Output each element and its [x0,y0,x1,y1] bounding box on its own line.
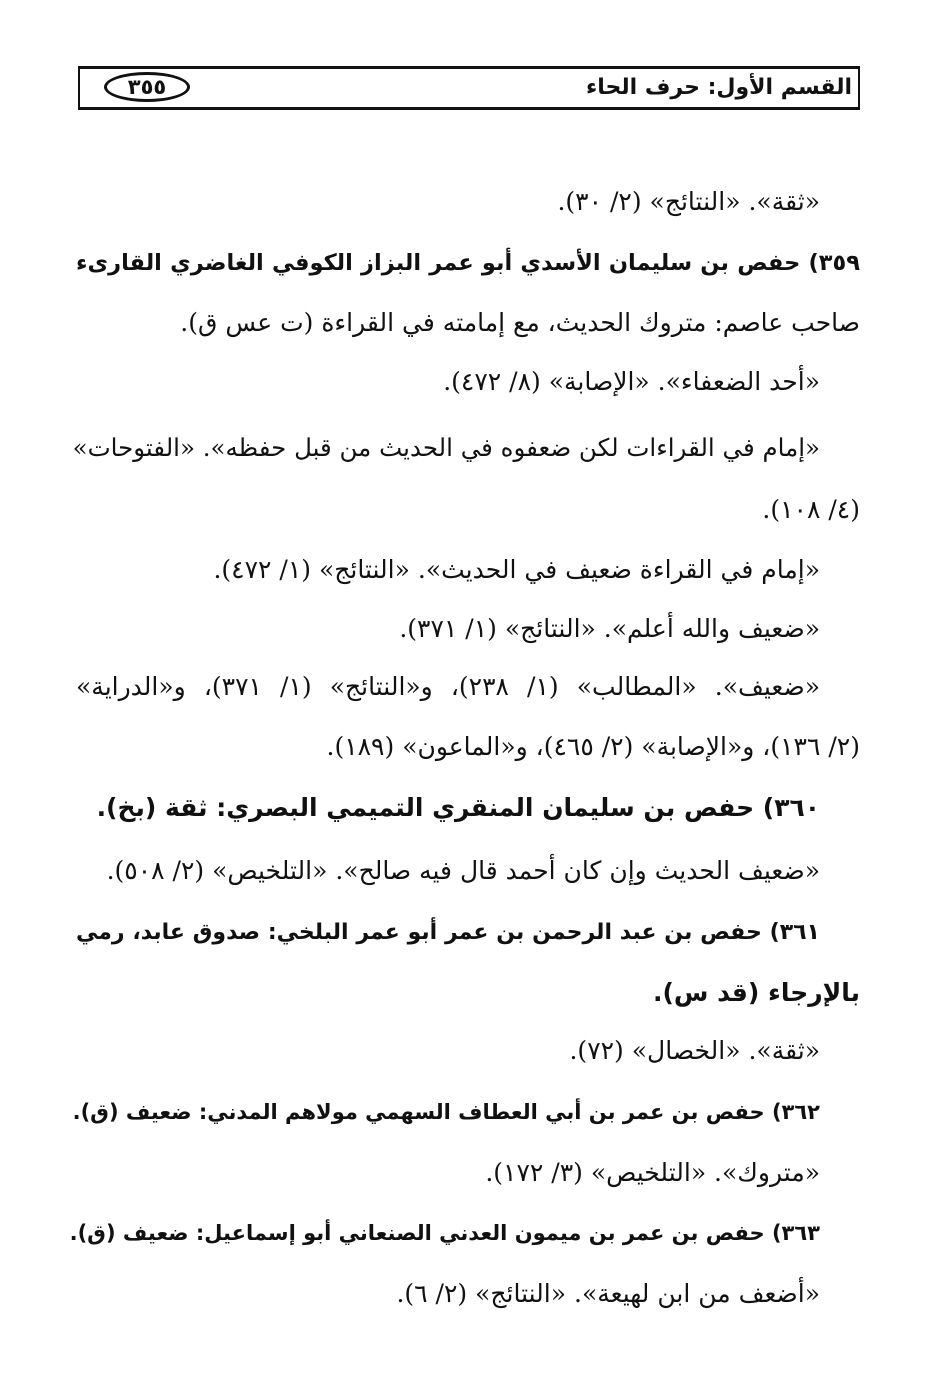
entry-heading: ٣٦٠) حفص بن سليمان المنقري التميمي البصري: ثقة (بخ). [96,793,820,822]
section-title: القسم الأول: حرف الحاء [586,75,852,100]
page-number: ٣٥٥ [104,72,190,102]
text-line: صاحب عاصم: متروك الحديث، مع إمامته في القراءة (ت عس ق). [180,308,860,337]
entry-heading: بالإرجاء (قد س). [652,978,860,1007]
text-line: «ثقة». «النتائج» (٢/ ٣٠). [557,187,820,216]
text-line: «ضعيف الحديث وإن كان أحمد قال فيه صالح». «التلخيص» (٢/ ٥٠٨). [106,856,820,885]
entry-heading: ٣٦١) حفص بن عبد الرحمن بن عمر أبو عمر البلخي: صدوق عابد، رمي [76,920,820,945]
text-line: «ضعيف». «المطالب» (١/ ٢٣٨)، و«النتائج» (١/ ٣٧١)، و«الدراية» [76,672,820,701]
text-line: «ثقة». «الخصال» (٧٢). [569,1036,820,1065]
text-line: «إمام في القراءة ضعيف في الحديث». «النتائج» (١/ ٤٧٢). [213,555,820,584]
entry-heading: ٣٦٣) حفص بن عمر بن ميمون العدني الصنعاني أبو إسماعيل: ضعيف (ق). [69,1221,820,1245]
entry-heading: ٣٥٩) حفص بن سليمان الأسدي أبو عمر البزاز الكوفي الغاضري القارىء [76,250,860,276]
running-header [78,66,860,110]
text-line: «متروك». «التلخيص» (٣/ ١٧٢). [485,1158,820,1187]
text-line: «إمام في القراءات لكن ضعفوه في الحديث من قبل حفظه». «الفتوحات» [72,433,820,462]
text-line: «أحد الضعفاء». «الإصابة» (٨/ ٤٧٢). [443,367,820,396]
text-line: «أضعف من ابن لهيعة». «النتائج» (٢/ ٦). [396,1279,820,1308]
text-line: «ضعيف والله أعلم». «النتائج» (١/ ٣٧١). [399,614,820,643]
text-line: (٤/ ١٠٨). [762,495,860,524]
text-line: (٢/ ١٣٦)، و«الإصابة» (٢/ ٤٦٥)، و«الماعون» (١٨٩). [326,732,860,761]
entry-heading: ٣٦٢) حفص بن عمر بن أبي العطاف السهمي مولاهم المدني: ضعيف (ق). [72,1100,820,1124]
